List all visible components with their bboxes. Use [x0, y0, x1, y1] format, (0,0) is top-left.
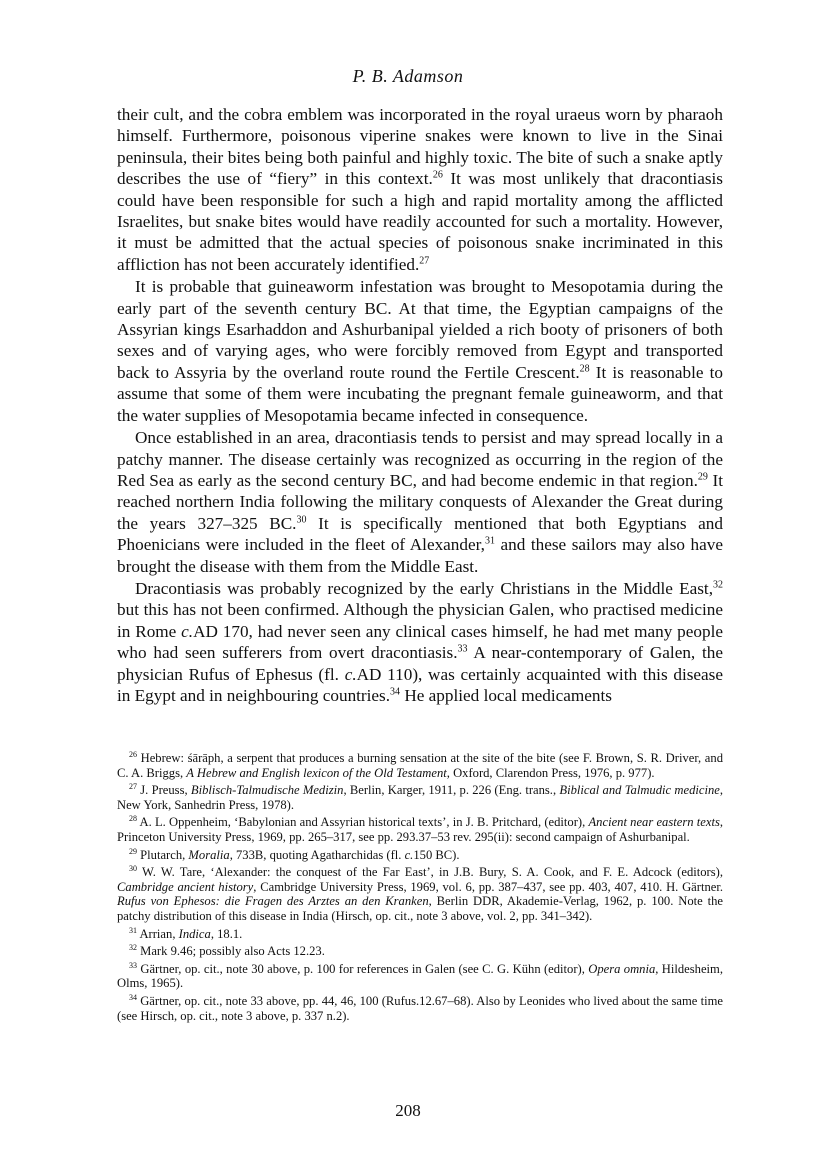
note-reference: 34 [390, 686, 401, 698]
footnote-number: 27 [129, 782, 137, 791]
text-run: A near-contemporary of Galen, the physician Rufus of Ephesus (fl. [117, 643, 723, 684]
footnote-34 [117, 994, 723, 1023]
text-run: It reached northern India following the military conquests of Alexander the Great during the years 327–325 BC. [117, 470, 723, 533]
text-run: Gärtner, op. cit., note 30 above, p. 100 for references in Galen (see C. G. Kühn (editor), [137, 961, 589, 976]
italic-text: c. [181, 621, 194, 641]
text-run: , Hildesheim, Olms, 1965). [117, 961, 723, 991]
text-run: but this has not been confirmed. Although the physician Galen, who practised medicine in Rome [117, 600, 723, 641]
text-run: , Berlin, Karger, 1911, p. 226 (Eng. trans., [343, 783, 560, 798]
text-run: , Berlin DDR, Akademie-Verlag, 1962, p. 100. Note the patchy distribution of this disease in India (Hirsch, op. cit., note 3 above, vol. 2, pp. 341–342). [117, 894, 723, 923]
footnote-number: 29 [129, 846, 137, 856]
italic-text: Cambridge ancient history [117, 879, 254, 894]
text-run: Mark 9.46; possibly also Acts 12.23. [137, 944, 325, 959]
text-run: AD 170, had never seen any clinical cases himself, he had met many people who had seen sufferers from overt dracontiasis. [117, 621, 724, 663]
note-reference: 31 [484, 535, 495, 547]
note-reference: 32 [713, 579, 723, 591]
footnote-text [137, 848, 460, 862]
footnote-number: 34 [129, 992, 137, 1002]
footnote-text [117, 815, 723, 844]
text-run: their cult, and the cobra emblem was incorporated in the royal uraeus worn by pharaoh himself. Furthermore, poisonous viperine snakes were known to live in the Sinai peninsula, their bites being both painful and highly toxic. The bite of such a snake aptly describes the use of “fiery” in this context. [117, 105, 723, 189]
italic-text: Ancient near eastern texts [588, 815, 720, 830]
italic-text: Moralia [188, 847, 230, 862]
text-run: J. Preuss, [137, 783, 191, 798]
page-number: 208 [395, 1101, 421, 1120]
text-run: , Princeton University Press, 1969, pp. 265–317, see pp. 293.37–53 rev. 295(ii): second campaign of Ashurbanipal. [117, 815, 723, 844]
text-run: It is specifically mentioned that both Egyptians and Phoenicians were included in the fleet of Alexander, [117, 513, 723, 555]
footnote-text [137, 927, 242, 941]
running-head: P. B. Adamson [352, 66, 464, 86]
paragraph [117, 578, 723, 706]
note-reference: 27 [419, 255, 430, 267]
note-reference: 26 [432, 169, 443, 181]
italic-text: A Hebrew and English lexicon of the Old Testament [186, 765, 447, 780]
text-run: Hebrew: śārāph, a serpent that produces a burning sensation at the site of the bite (see F. Brown, S. R. Driver, and C. A. Briggs, [117, 751, 723, 780]
footnote-29 [117, 848, 723, 863]
footnote-number: 30 [129, 863, 137, 873]
footnote-32 [117, 944, 723, 959]
text-run: He applied local medicaments [400, 685, 612, 705]
footnote-31 [117, 927, 723, 942]
italic-text: c. [344, 664, 357, 684]
text-run: Arrian, [137, 926, 179, 941]
italic-text: Biblical and Talmudic medicine [559, 783, 720, 798]
italic-text: Rufus von Ephesos: die Fragen des Arztes an den Kranken [117, 894, 429, 909]
text-run: , Oxford, Clarendon Press, 1976, p. 977). [446, 765, 655, 780]
footnote-number: 33 [129, 960, 137, 970]
text-run: Gärtner, op. cit., note 33 above, pp. 44, 46, 100 (Rufus.12.67–68). Also by Leonides who lived about the same time (see Hirsch, op. cit., note 3 above, p. 337 n.2). [117, 993, 723, 1023]
note-reference: 29 [697, 471, 708, 483]
text-run: 150 BC). [413, 847, 460, 862]
text-run: and these sailors may also have brought the disease with them from the Middle East. [117, 535, 723, 576]
text-run: , 733B, quoting Agatharchidas (fl. [229, 847, 405, 862]
footnote-text [137, 944, 325, 958]
note-reference: 30 [296, 513, 307, 525]
text-run: , 18.1. [210, 926, 243, 941]
footnote-text [117, 783, 723, 812]
paragraph [117, 104, 723, 275]
footnote-text [117, 962, 723, 991]
note-reference: 33 [457, 643, 468, 655]
footnote-number: 31 [129, 925, 137, 935]
italic-text: Opera omnia [588, 961, 656, 976]
footnote-28 [117, 815, 723, 844]
footnote-30 [117, 865, 723, 923]
footnote-text [117, 865, 723, 923]
body-text [117, 104, 723, 706]
footnote-27 [117, 783, 723, 812]
footnote-26 [117, 751, 723, 780]
italic-text: Biblisch-Talmudische Medizin [190, 783, 344, 798]
footnote-text [117, 751, 723, 780]
footnote-number: 26 [129, 749, 137, 759]
text-run: Plutarch, [137, 847, 189, 862]
footnote-text [117, 994, 723, 1023]
text-run: A. L. Oppenheim, ‘Babylonian and Assyrian historical texts’, in J. B. Pritchard, (editor), [137, 815, 589, 830]
paragraph [117, 427, 723, 577]
footnotes [117, 751, 723, 1026]
text-run: It is reasonable to assume that some of them were incubating the pregnant female guineaworm, and that the water supplies of Mesopotamia became infected in consequence. [117, 362, 723, 425]
text-run: AD 110), was certainly acquainted with this disease in Egypt and in neighbouring countries. [117, 664, 723, 705]
footnote-33 [117, 962, 723, 991]
text-run: Once established in an area, dracontiasis tends to persist and may spread locally in a patchy manner. The disease certainly was recognized as occurring in the region of the Red Sea as early as the second century BC, and had become endemic in that region. [117, 428, 723, 490]
text-run: , New York, Sanhedrin Press, 1978). [117, 783, 724, 812]
paragraph [117, 276, 723, 426]
footnote-number: 28 [129, 814, 137, 824]
text-run: It was most unlikely that dracontiasis could have been responsible for such a high and rapid mortality among the afflicted Israelites, but snake bites would have readily accounted for such a mortality. However, it must be admitted that the actual species of poisonous snake incriminated in this affliction has not been accurately identified. [117, 169, 723, 274]
italic-text: c. [404, 847, 414, 862]
footnote-number: 32 [129, 942, 137, 952]
text-run: Dracontiasis was probably recognized by the early Christians in the Middle East, [135, 578, 713, 598]
text-run: W. W. Tare, ‘Alexander: the conquest of the Far East’, in J.B. Bury, S. A. Cook, and F. E. Adcock (editors), [137, 865, 723, 880]
text-run: It is probable that guineaworm infestation was brought to Mesopotamia during the early part of the seventh century BC. At that time, the Egyptian campaigns of the Assyrian kings Esarhaddon and Ashurbanipal yielded a rich booty of prisoners of both sexes and of varying ages, who were forcibly removed from Egypt and transported back to Assyria by the overland route round the Fertile Crescent. [117, 277, 723, 382]
text-run: , Cambridge University Press, 1969, vol. 6, pp. 387–437, see pp. 403, 407, 410. H. Gärtner. [253, 879, 723, 894]
italic-text: Indica [178, 926, 211, 941]
note-reference: 28 [579, 363, 590, 375]
